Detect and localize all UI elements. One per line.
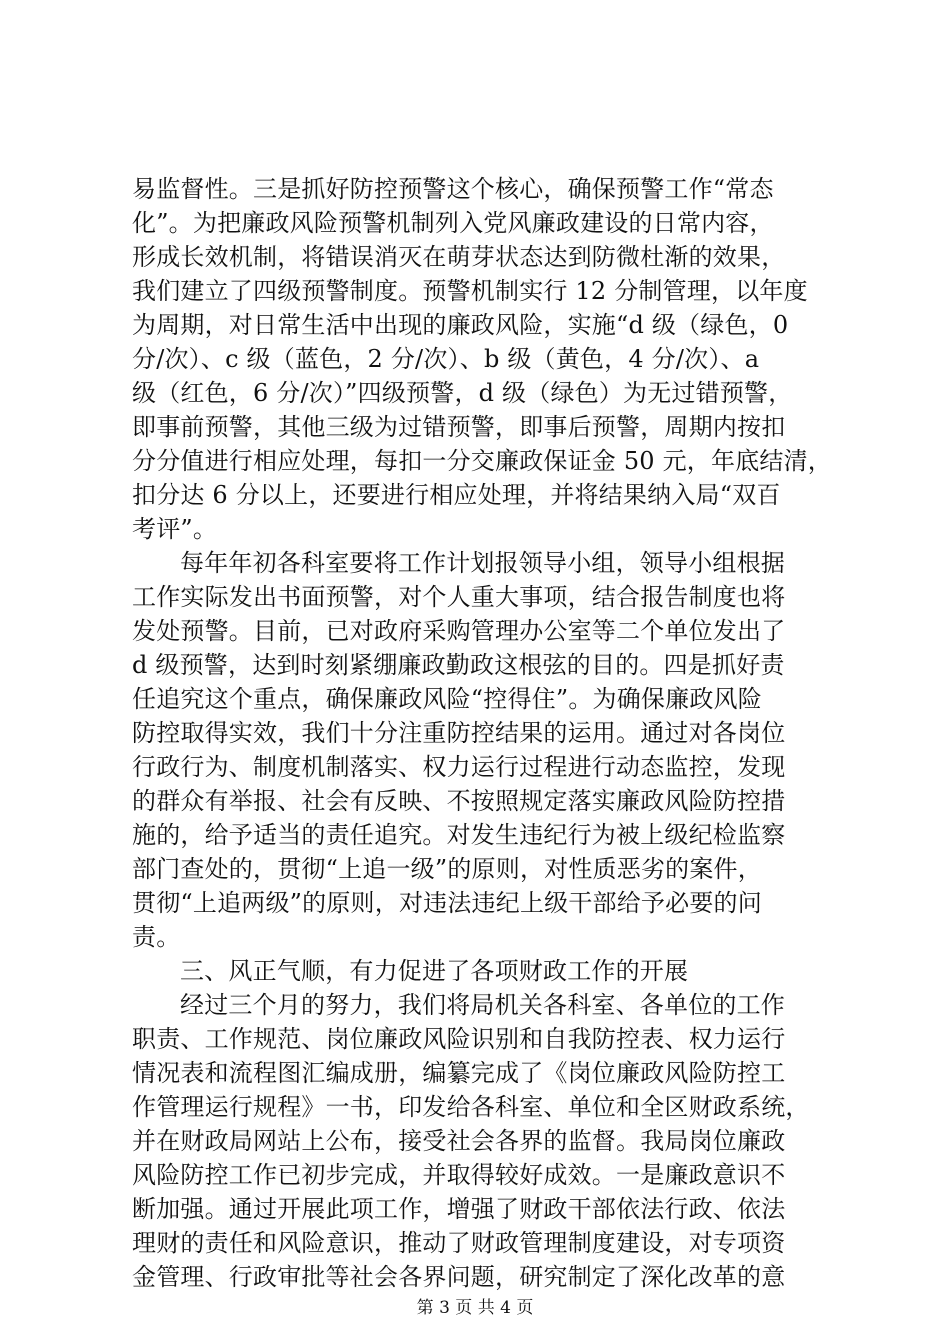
text-line: 级（红色，6 分/次）”四级预警，d 级（绿色）为无过错预警， <box>132 379 793 407</box>
text-line: 扣分达 6 分以上，还要进行相应处理，并将结果纳入局“双百 <box>132 481 781 509</box>
paragraph-1 <box>132 172 832 546</box>
text-line: 任追究这个重点，确保廉政风险“控得住”。为确保廉政风险 <box>132 685 762 713</box>
text-line: 情况表和流程图汇编成册，编纂完成了《岗位廉政风险防控工 <box>132 1059 786 1087</box>
text-line: 经过三个月的努力，我们将局机关各科室、各单位的工作 <box>180 991 785 1019</box>
text-line: 行政行为、制度机制落实、权力运行过程进行动态监控，发现 <box>132 753 786 781</box>
text-line: 防控取得实效，我们十分注重防控结果的运用。通过对各岗位 <box>132 719 786 747</box>
text-line: 责。 <box>132 923 181 951</box>
text-line: 断加强。通过开展此项工作，增强了财政干部依法行政、依法 <box>132 1195 786 1223</box>
page-number: 第 3 页 共 4 页 <box>416 1298 534 1318</box>
text-line: 风险防控工作已初步完成，并取得较好成效。一是廉政意识不 <box>132 1161 786 1189</box>
text-line: 分分值进行相应处理，每扣一分交廉政保证金 50 元，年底结清， <box>132 447 832 475</box>
text-line: 即事前预警，其他三级为过错预警，即事后预警，周期内按扣 <box>132 413 786 441</box>
page-footer <box>0 1298 950 1318</box>
text-line: 施的，给予适当的责任追究。对发生违纪行为被上级纪检监察 <box>132 821 786 849</box>
text-line: 职责、工作规范、岗位廉政风险识别和自我防控表、权力运行 <box>132 1025 786 1053</box>
text-line: 化”。为把廉政风险预警机制列入党风廉政建设的日常内容， <box>132 209 774 237</box>
text-line: 贯彻“上追两级”的原则，对违法违纪上级干部给予必要的问 <box>132 889 762 917</box>
section-heading <box>132 954 832 988</box>
text-line: 工作实际发出书面预警，对个人重大事项，结合报告制度也将 <box>132 583 786 611</box>
text-line: 作管理运行规程》一书，印发给各科室、单位和全区财政系统， <box>132 1093 810 1121</box>
text-line: 易监督性。三是抓好防控预警这个核心，确保预警工作“常态 <box>132 175 774 203</box>
paragraph-2 <box>132 546 832 954</box>
text-line: d 级预警，达到时刻紧绷廉政勤政这根弦的目的。四是抓好责 <box>132 651 785 679</box>
text-line: 的群众有举报、社会有反映、不按照规定落实廉政风险防控措 <box>132 787 786 815</box>
section-heading-text: 三、风正气顺，有力促进了各项财政工作的开展 <box>180 957 689 985</box>
text-line: 我们建立了四级预警制度。预警机制实行 12 分制管理，以年度 <box>132 277 808 305</box>
text-line: 并在财政局网站上公布，接受社会各界的监督。我局岗位廉政 <box>132 1127 786 1155</box>
text-line: 分/次）、c 级（蓝色，2 分/次）、b 级（黄色，4 分/次）、a <box>132 345 760 373</box>
text-line: 考评”。 <box>132 515 218 543</box>
text-line: 每年年初各科室要将工作计划报领导小组，领导小组根据 <box>180 549 785 577</box>
text-line: 为周期，对日常生活中出现的廉政风险，实施“d 级（绿色，0 <box>132 311 789 339</box>
text-line: 理财的责任和风险意识，推动了财政管理制度建设，对专项资 <box>132 1229 786 1257</box>
text-line: 金管理、行政审批等社会各界问题，研究制定了深化改革的意 <box>132 1263 786 1291</box>
paragraph-3 <box>132 988 832 1294</box>
text-line: 发处预警。目前，已对政府采购管理办公室等二个单位发出了 <box>132 617 786 645</box>
document-body <box>132 172 832 1294</box>
text-line: 形成长效机制，将错误消灭在萌芽状态达到防微杜渐的效果， <box>132 243 786 271</box>
text-line: 部门查处的，贯彻“上追一级”的原则，对性质恶劣的案件， <box>132 855 762 883</box>
